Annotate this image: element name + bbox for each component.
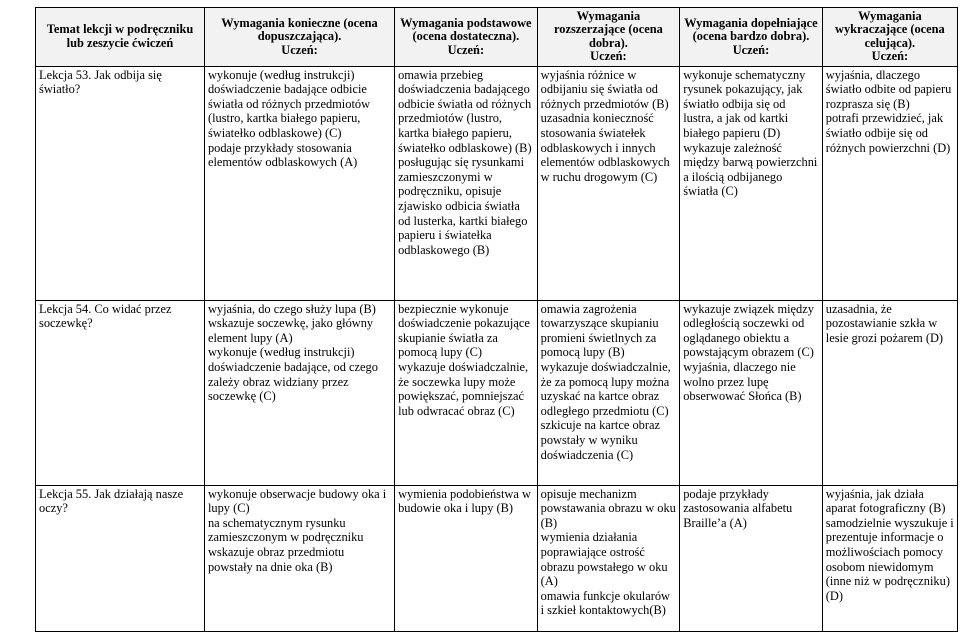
dopelniajace-cell: wykonuje schematyczny rysunek pokazujący, jak światło odbija się od lustra, a jak od kartki białego papieru (D) wykazuje zależność między barwą powierzchni a ilością odbijanego światła (C) [680, 66, 823, 300]
table-header-row [36, 8, 958, 67]
podstawowe-cell: wymienia podobieństwa w budowie oka i lupy (B) [395, 485, 538, 631]
konieczne-cell: wykonuje obserwacje budowy oka i lupy (C) na schematycznym rysunku zamieszczonym w podręczniku wskazuje obraz przedmiotu powstały na dnie oka (B) [204, 485, 394, 631]
header-dopelniajace: Wymagania dopełniające (ocena bardzo dobra). Uczeń: [680, 8, 823, 67]
dopelniajace-cell: wykazuje związek między odległością soczewki od oglądanego obiektu a powstającym obrazem (C) wyjaśnia, dlaczego nie wolno przez lupę obserwować Słońca (B) [680, 300, 823, 485]
table-row [36, 485, 958, 631]
wykraczajace-cell: wyjaśnia, jak działa aparat fotograficzny (B) samodzielnie wyszukuje i prezentuje informacje o możliwościach pomocy osobom niewidomym (inne niż w podręczniku) (D) [822, 485, 957, 631]
wykraczajace-cell: wyjaśnia, dlaczego światło odbite od papieru rozprasza się (B) potrafi przewidzieć, jak światło odbije się od różnych powierzchni (D) [822, 66, 957, 300]
header-konieczne: Wymagania konieczne (ocena dopuszczająca). Uczeń: [204, 8, 394, 67]
wykraczajace-cell: uzasadnia, że pozostawianie szkła w lesie grozi pożarem (D) [822, 300, 957, 485]
rozszerzajace-cell: opisuje mechanizm powstawania obrazu w oku (B) wymienia działania poprawiające ostrość obrazu powstałego w oku (A) omawia funkcje okularów i szkieł kontaktowych(B) [537, 485, 680, 631]
rozszerzajace-cell: omawia zagrożenia towarzyszące skupianiu promieni świetlnych za pomocą lupy (B) wykazuje doświadczalnie, że za pomocą lupy można uzyskać na kartce obraz odległego przedmiotu (C) szkicuje na kartce obraz powstały w wyniku doświadczenia (C) [537, 300, 680, 485]
konieczne-cell: wykonuje (według instrukcji) doświadczenie badające odbicie światła od różnych przedmiotów (lustro, kartka białego papieru, światełko odblaskowe) (C) podaje przykłady stosowania elementów odblaskowych (A) [204, 66, 394, 300]
header-topic: Temat lekcji w podręczniku lub zeszycie ćwiczeń [36, 8, 205, 67]
header-rozszerzajace: Wymagania rozszerzające (ocena dobra). Uczeń: [537, 8, 680, 67]
dopelniajace-cell: podaje przykłady zastosowania alfabetu Braille’a (A) [680, 485, 823, 631]
table-row [36, 66, 958, 300]
rozszerzajace-cell: wyjaśnia różnice w odbijaniu się światła od różnych przedmiotów (B) uzasadnia konieczność stosowania światełek odblaskowych i innych elementów odblaskowych w ruchu drogowym (C) [537, 66, 680, 300]
topic-cell: Lekcja 54. Co widać przez soczewkę? [36, 300, 205, 485]
topic-cell: Lekcja 53. Jak odbija się światło? [36, 66, 205, 300]
header-podstawowe: Wymagania podstawowe (ocena dostateczna). Uczeń: [395, 8, 538, 67]
konieczne-cell: wyjaśnia, do czego służy lupa (B) wskazuje soczewkę, jako główny element lupy (A) wykonuje (według instrukcji) doświadczenie badające, od czego zależy obraz widziany przez soczewkę (C) [204, 300, 394, 485]
podstawowe-cell: bezpiecznie wykonuje doświadczenie pokazujące skupianie światła za pomocą lupy (C) wykazuje doświadczalnie, że soczewka lupy może powiększać, pomniejszać lub odwracać obraz (C) [395, 300, 538, 485]
requirements-table [35, 7, 958, 632]
topic-cell: Lekcja 55. Jak działają nasze oczy? [36, 485, 205, 631]
podstawowe-cell: omawia przebieg doświadczenia badającego odbicie światła od różnych przedmiotów (lustro, kartka białego papieru, światełko odblaskowe) (B) posługując się rysunkami zamieszczonymi w podręczniku, opisuje zjawisko odbicia światła od lusterka, kartki białego papieru i światełka odblaskowego (B) [395, 66, 538, 300]
header-wykraczajace: Wymagania wykraczające (ocena celująca). Uczeń: [822, 8, 957, 67]
table-row [36, 300, 958, 485]
